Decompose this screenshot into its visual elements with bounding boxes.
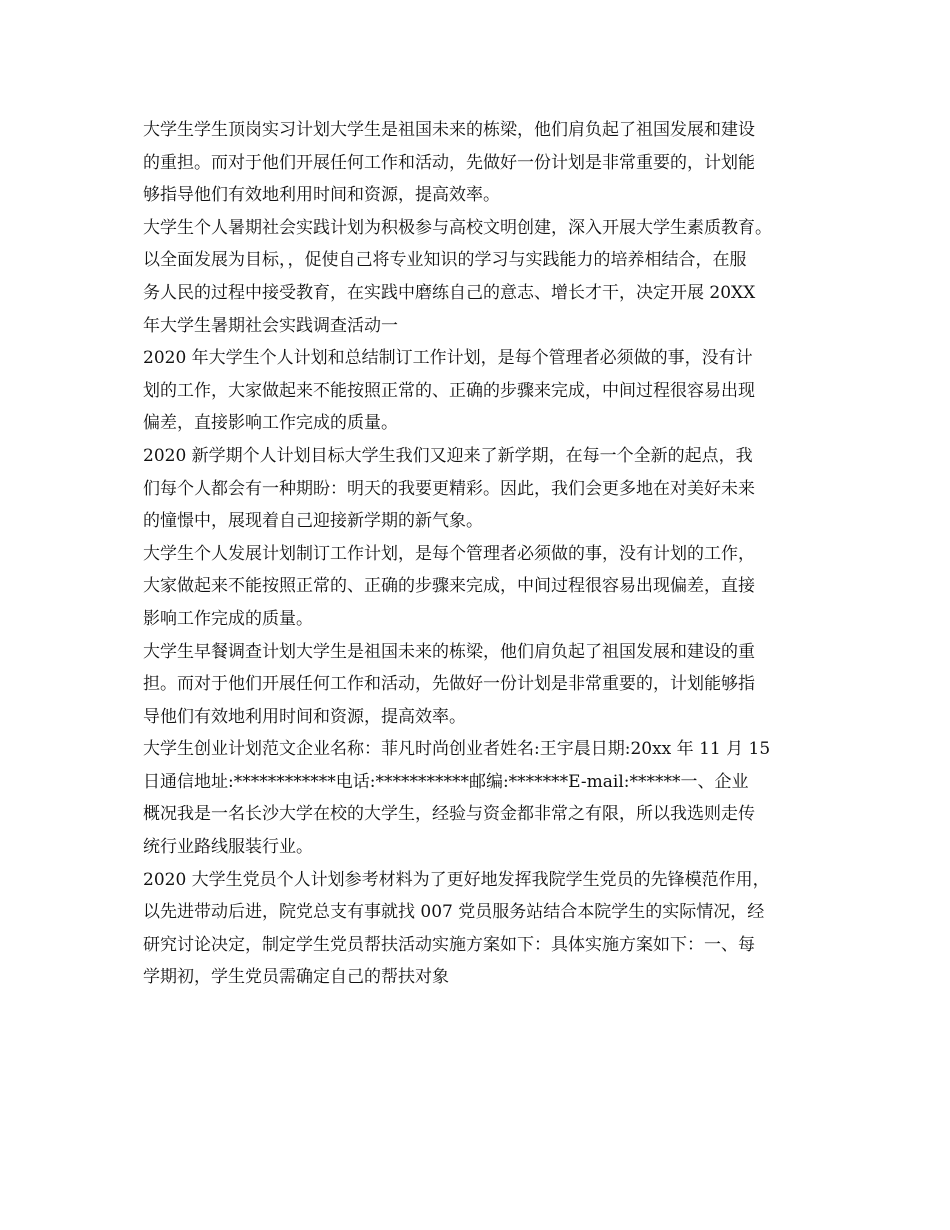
text-line: 概况我是一名长沙大学在校的大学生，经验与资金都非常之有限，所以我选则走传 xyxy=(143,804,755,825)
text-line: 划的工作，大家做起来不能按照正常的、正确的步骤来完成，中间过程很容易出现 xyxy=(143,380,755,401)
text-line: 务人民的过程中接受教育，在实践中磨练自己的意志、增长才干，决定开展 20XX xyxy=(143,282,756,303)
paragraph-internship-plan xyxy=(143,114,823,212)
text-line: 日通信地址:************电话:***********邮编:*******E-mail:******一、企业 xyxy=(143,771,749,792)
paragraph-summer-practice-plan xyxy=(143,212,823,342)
paragraph-party-member-plan xyxy=(143,864,823,994)
text-line: 大家做起来不能按照正常的、正确的步骤来完成，中间过程很容易出现偏差，直接 xyxy=(143,576,755,597)
text-line: 2020 大学生党员个人计划参考材料为了更好地发挥我院学生党员的先锋模范作用， xyxy=(143,869,770,890)
paragraph-new-semester-plan xyxy=(143,440,823,538)
paragraph-startup-plan xyxy=(143,733,823,863)
text-line: 导他们有效地利用时间和资源，提高效率。 xyxy=(143,706,466,727)
text-line: 的重担。而对于他们开展任何工作和活动，先做好一份计划是非常重要的，计划能 xyxy=(143,152,755,173)
paragraph-development-plan xyxy=(143,538,823,636)
text-line: 大学生早餐调查计划大学生是祖国未来的栋梁，他们肩负起了祖国发展和建设的重 xyxy=(143,641,755,662)
paragraph-breakfast-survey-plan xyxy=(143,636,823,734)
text-line: 以先进带动后进，院党总支有事就找 007 党员服务站结合本院学生的实际情况，经 xyxy=(143,902,765,923)
text-line: 影响工作完成的质量。 xyxy=(143,608,313,629)
text-line: 的憧憬中，展现着自己迎接新学期的新气象。 xyxy=(143,511,483,532)
text-line: 偏差，直接影响工作完成的质量。 xyxy=(143,413,398,434)
text-line: 们每个人都会有一种期盼：明天的我要更精彩。因此，我们会更多地在对美好未来 xyxy=(143,478,755,499)
text-line: 学期初，学生党员需确定自己的帮扶对象 xyxy=(143,967,449,988)
text-line: 2020 年大学生个人计划和总结制订工作计划，是每个管理者必须做的事，没有计 xyxy=(143,348,753,369)
text-line: 2020 新学期个人计划目标大学生我们又迎来了新学期，在每一个全新的起点，我 xyxy=(143,445,753,466)
text-line: 担。而对于他们开展任何工作和活动，先做好一份计划是非常重要的，计划能够指 xyxy=(143,674,755,695)
text-line: 统行业路线服装行业。 xyxy=(143,837,313,858)
text-line: 够指导他们有效地利用时间和资源，提高效率。 xyxy=(143,185,500,206)
text-line: 大学生个人暑期社会实践计划为积极参与高校文明创建，深入开展大学生素质教育。 xyxy=(143,217,772,238)
text-line: 以全面发展为目标，，促使自己将专业知识的学习与实践能力的培养相结合，在服 xyxy=(143,250,747,271)
text-line: 年大学生暑期社会实践调查活动一 xyxy=(143,315,398,336)
text-line: 大学生创业计划范文企业名称：菲凡时尚创业者姓名:王宇晨日期:20xx 年 11 月 15 xyxy=(143,739,771,760)
text-line: 大学生个人发展计划制订工作计划，是每个管理者必须做的事，没有计划的工作， xyxy=(143,543,755,564)
text-line: 研究讨论决定，制定学生党员帮扶活动实施方案如下：具体实施方案如下：一、每 xyxy=(143,934,755,955)
text-line: 大学生学生顶岗实习计划大学生是祖国未来的栋梁，他们肩负起了祖国发展和建设 xyxy=(143,120,755,140)
document-body xyxy=(143,114,823,994)
paragraph-personal-plan-summary xyxy=(143,342,823,440)
